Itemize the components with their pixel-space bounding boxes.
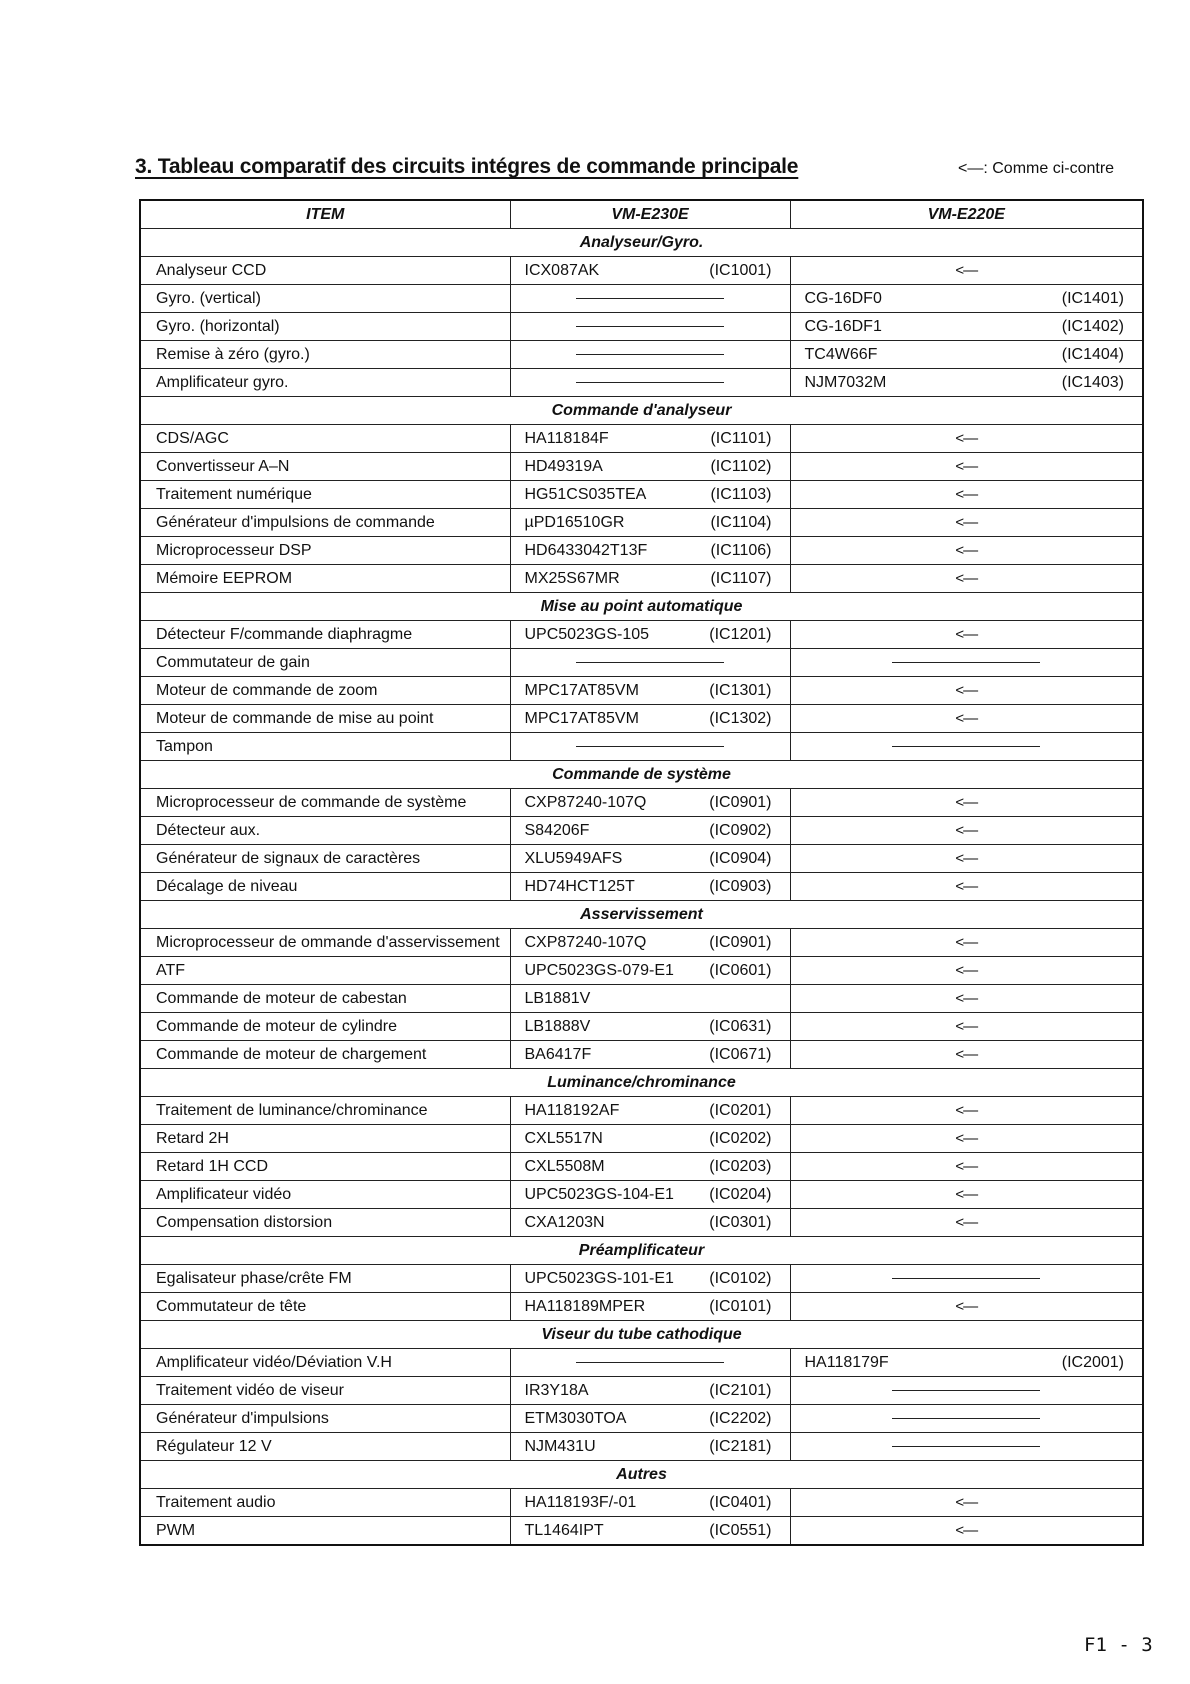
item-label: CDS/AGC <box>140 425 510 453</box>
vm-e230e-cell <box>510 257 790 285</box>
vm-e220e-cell <box>790 957 1143 985</box>
same-as-arrow: <— <box>955 1214 978 1231</box>
vm-e230e-cell <box>510 649 790 677</box>
section-title: Mise au point automatique <box>140 593 1143 621</box>
not-applicable-dash <box>892 1418 1040 1419</box>
table-row <box>140 1125 1143 1153</box>
table-row <box>140 1153 1143 1181</box>
table-row <box>140 1517 1143 1546</box>
item-label: Commutateur de tête <box>140 1293 510 1321</box>
part-number: HD49319A <box>524 458 603 475</box>
vm-e230e-cell <box>510 1293 790 1321</box>
part-number: CXP87240-107Q <box>524 934 647 951</box>
part-number: UPC5023GS-105 <box>524 626 650 643</box>
ic-reference: (IC0203) <box>709 1158 772 1175</box>
ic-reference: (IC0902) <box>709 822 772 839</box>
part-number: CXL5517N <box>524 1130 603 1147</box>
section-title: Commande d'analyseur <box>140 397 1143 425</box>
table-row <box>140 1489 1143 1517</box>
ic-reference: (IC1401) <box>1061 290 1124 307</box>
vm-e230e-cell <box>510 985 790 1013</box>
ic-reference: (IC1106) <box>710 542 772 559</box>
ic-reference: (IC1404) <box>1061 346 1124 363</box>
vm-e220e-cell <box>790 425 1143 453</box>
not-applicable-dash <box>892 746 1040 747</box>
ic-reference: (IC0904) <box>709 850 772 867</box>
vm-e230e-cell <box>510 341 790 369</box>
not-applicable-dash <box>576 1362 724 1363</box>
same-as-arrow: <— <box>955 1522 978 1539</box>
table-row <box>140 1293 1143 1321</box>
vm-e230e-cell <box>510 1181 790 1209</box>
table-row <box>140 481 1143 509</box>
vm-e220e-cell <box>790 257 1143 285</box>
not-applicable-dash <box>576 354 724 355</box>
table-row <box>140 509 1143 537</box>
ic-reference: (IC0201) <box>709 1102 772 1119</box>
vm-e220e-cell <box>790 649 1143 677</box>
not-applicable-dash <box>576 298 724 299</box>
same-as-arrow: <— <box>955 934 978 951</box>
vm-e220e-cell <box>790 621 1143 649</box>
vm-e220e-cell <box>790 285 1143 313</box>
same-as-arrow: <— <box>955 990 978 1007</box>
part-number: CG-16DF1 <box>804 318 882 335</box>
ic-reference: (IC1107) <box>710 570 772 587</box>
table-row <box>140 1013 1143 1041</box>
vm-e230e-cell <box>510 817 790 845</box>
item-label: Traitement vidéo de viseur <box>140 1377 510 1405</box>
section-header-row <box>140 761 1143 789</box>
part-number: TC4W66F <box>804 346 878 363</box>
item-label: Détecteur aux. <box>140 817 510 845</box>
table-row <box>140 1349 1143 1377</box>
item-label: Gyro. (vertical) <box>140 285 510 313</box>
part-number: HA118192AF <box>524 1102 620 1119</box>
item-label: Microprocesseur DSP <box>140 537 510 565</box>
item-label: Décalage de niveau <box>140 873 510 901</box>
item-label: Egalisateur phase/crête FM <box>140 1265 510 1293</box>
header-item: ITEM <box>140 200 510 229</box>
section-title: Luminance/chrominance <box>140 1069 1143 1097</box>
ic-reference: (IC0631) <box>709 1018 772 1035</box>
table-row <box>140 929 1143 957</box>
not-applicable-dash <box>576 662 724 663</box>
same-as-arrow: <— <box>955 1186 978 1203</box>
table-row <box>140 985 1143 1013</box>
same-as-arrow: <— <box>955 514 978 531</box>
vm-e230e-cell <box>510 873 790 901</box>
table-row <box>140 1181 1143 1209</box>
vm-e220e-cell <box>790 929 1143 957</box>
table-row <box>140 705 1143 733</box>
item-label: Gyro. (horizontal) <box>140 313 510 341</box>
same-as-arrow: <— <box>955 962 978 979</box>
ic-reference: (IC2181) <box>709 1438 772 1455</box>
vm-e220e-cell <box>790 509 1143 537</box>
table-row <box>140 733 1143 761</box>
vm-e220e-cell <box>790 1517 1143 1546</box>
table-row <box>140 845 1143 873</box>
ic-reference: (IC1102) <box>710 458 772 475</box>
item-label: Régulateur 12 V <box>140 1433 510 1461</box>
part-number: HD6433042T13F <box>524 542 648 559</box>
part-number: CXA1203N <box>524 1214 605 1231</box>
part-number: MPC17AT85VM <box>524 710 639 727</box>
same-as-arrow: <— <box>955 682 978 699</box>
same-as-arrow: <— <box>955 1494 978 1511</box>
vm-e220e-cell <box>790 845 1143 873</box>
table-row <box>140 649 1143 677</box>
vm-e230e-cell <box>510 1489 790 1517</box>
same-as-arrow: <— <box>955 430 978 447</box>
part-number: NJM7032M <box>804 374 887 391</box>
section-header-row <box>140 229 1143 257</box>
ic-reference: (IC2001) <box>1061 1354 1124 1371</box>
vm-e230e-cell <box>510 1517 790 1546</box>
ic-reference: (IC0202) <box>709 1130 772 1147</box>
vm-e220e-cell <box>790 453 1143 481</box>
vm-e220e-cell <box>790 565 1143 593</box>
item-label: Amplificateur vidéo/Déviation V.H <box>140 1349 510 1377</box>
ic-reference: (IC0901) <box>709 794 772 811</box>
part-number: S84206F <box>524 822 590 839</box>
vm-e230e-cell <box>510 621 790 649</box>
table-row <box>140 537 1143 565</box>
table-row <box>140 1097 1143 1125</box>
item-label: Traitement audio <box>140 1489 510 1517</box>
section-title: Asservissement <box>140 901 1143 929</box>
same-as-arrow: <— <box>955 458 978 475</box>
same-as-arrow: <— <box>955 1102 978 1119</box>
table-row <box>140 1209 1143 1237</box>
item-label: Analyseur CCD <box>140 257 510 285</box>
header-vm-e220e: VM-E220E <box>790 200 1143 229</box>
part-number: BA6417F <box>524 1046 592 1063</box>
same-as-arrow: <— <box>955 850 978 867</box>
vm-e220e-cell <box>790 1209 1143 1237</box>
vm-e230e-cell <box>510 1349 790 1377</box>
vm-e220e-cell <box>790 1153 1143 1181</box>
vm-e220e-cell <box>790 1181 1143 1209</box>
section-header-row <box>140 1461 1143 1489</box>
vm-e230e-cell <box>510 481 790 509</box>
page-number: F1 - 3 <box>1084 1634 1153 1656</box>
part-number: LB1888V <box>524 1018 591 1035</box>
ic-reference: (IC0101) <box>709 1298 772 1315</box>
vm-e230e-cell <box>510 1265 790 1293</box>
table-row <box>140 341 1143 369</box>
ic-reference: (IC1101) <box>710 430 772 447</box>
section-title: Préamplificateur <box>140 1237 1143 1265</box>
vm-e230e-cell <box>510 537 790 565</box>
part-number: CXL5508M <box>524 1158 605 1175</box>
vm-e220e-cell <box>790 677 1143 705</box>
item-label: PWM <box>140 1517 510 1546</box>
vm-e220e-cell <box>790 1349 1143 1377</box>
part-number: HA118193F/-01 <box>524 1494 637 1511</box>
part-number: CG-16DF0 <box>804 290 882 307</box>
item-label: Commutateur de gain <box>140 649 510 677</box>
part-number: HA118179F <box>804 1354 889 1371</box>
item-label: Mémoire EEPROM <box>140 565 510 593</box>
same-as-arrow: <— <box>955 1018 978 1035</box>
part-number: UPC5023GS-079-E1 <box>524 962 674 979</box>
vm-e230e-cell <box>510 1209 790 1237</box>
same-as-arrow: <— <box>955 626 978 643</box>
section-header-row <box>140 1237 1143 1265</box>
vm-e230e-cell <box>510 733 790 761</box>
vm-e220e-cell <box>790 537 1143 565</box>
vm-e220e-cell <box>790 1125 1143 1153</box>
section-title: Analyseur/Gyro. <box>140 229 1143 257</box>
item-label: Retard 2H <box>140 1125 510 1153</box>
vm-e220e-cell <box>790 1489 1143 1517</box>
vm-e230e-cell <box>510 1405 790 1433</box>
not-applicable-dash <box>892 662 1040 663</box>
table-row <box>140 957 1143 985</box>
part-number: MX25S67MR <box>524 570 620 587</box>
part-number: IR3Y18A <box>524 1382 589 1399</box>
part-number: XLU5949AFS <box>524 850 623 867</box>
not-applicable-dash <box>892 1278 1040 1279</box>
item-label: Compensation distorsion <box>140 1209 510 1237</box>
item-label: Tampon <box>140 733 510 761</box>
table-row <box>140 369 1143 397</box>
part-number: LB1881V <box>524 990 591 1007</box>
section-title: Viseur du tube cathodique <box>140 1321 1143 1349</box>
ic-reference: (IC2202) <box>709 1410 772 1427</box>
header-vm-e230e: VM-E230E <box>510 200 790 229</box>
ic-reference: (IC0601) <box>709 962 772 979</box>
vm-e230e-cell <box>510 453 790 481</box>
not-applicable-dash <box>576 382 724 383</box>
vm-e230e-cell <box>510 957 790 985</box>
section-title: Commande de système <box>140 761 1143 789</box>
vm-e220e-cell <box>790 1041 1143 1069</box>
part-number: TL1464IPT <box>524 1522 604 1539</box>
part-number: NJM431U <box>524 1438 596 1455</box>
ic-reference: (IC1001) <box>709 262 772 279</box>
not-applicable-dash <box>576 746 724 747</box>
part-number: MPC17AT85VM <box>524 682 639 699</box>
vm-e230e-cell <box>510 285 790 313</box>
item-label: Microprocesseur de commande de système <box>140 789 510 817</box>
item-label: Traitement de luminance/chrominance <box>140 1097 510 1125</box>
ic-reference: (IC1103) <box>710 486 772 503</box>
ic-reference: (IC0102) <box>709 1270 772 1287</box>
not-applicable-dash <box>892 1390 1040 1391</box>
section-header-row <box>140 1069 1143 1097</box>
part-number: µPD16510GR <box>524 514 625 531</box>
same-as-arrow: <— <box>955 1298 978 1315</box>
vm-e220e-cell <box>790 1097 1143 1125</box>
vm-e220e-cell <box>790 1265 1143 1293</box>
table-row <box>140 313 1143 341</box>
vm-e220e-cell <box>790 1293 1143 1321</box>
item-label: Amplificateur vidéo <box>140 1181 510 1209</box>
section-header-row <box>140 1321 1143 1349</box>
ic-reference: (IC0901) <box>709 934 772 951</box>
ic-reference: (IC1402) <box>1061 318 1124 335</box>
vm-e230e-cell <box>510 1041 790 1069</box>
vm-e220e-cell <box>790 985 1143 1013</box>
section-header-row <box>140 397 1143 425</box>
table-row <box>140 1377 1143 1405</box>
vm-e220e-cell <box>790 369 1143 397</box>
part-number: ETM3030TOA <box>524 1410 627 1427</box>
same-as-arrow: <— <box>955 878 978 895</box>
vm-e220e-cell <box>790 733 1143 761</box>
same-as-arrow: <— <box>955 1130 978 1147</box>
vm-e230e-cell <box>510 425 790 453</box>
ic-reference: (IC0671) <box>709 1046 772 1063</box>
item-label: Commande de moteur de chargement <box>140 1041 510 1069</box>
ic-reference: (IC2101) <box>709 1382 772 1399</box>
section-title: Autres <box>140 1461 1143 1489</box>
table-row <box>140 873 1143 901</box>
not-applicable-dash <box>892 1446 1040 1447</box>
table-row <box>140 425 1143 453</box>
table-row <box>140 621 1143 649</box>
ic-reference: (IC0903) <box>709 878 772 895</box>
item-label: Générateur de signaux de caractères <box>140 845 510 873</box>
vm-e220e-cell <box>790 1433 1143 1461</box>
vm-e220e-cell <box>790 1013 1143 1041</box>
vm-e220e-cell <box>790 705 1143 733</box>
vm-e230e-cell <box>510 789 790 817</box>
page-title: 3. Tableau comparatif des circuits intégres de commande principale <box>135 155 799 178</box>
vm-e230e-cell <box>510 369 790 397</box>
item-label: Retard 1H CCD <box>140 1153 510 1181</box>
vm-e220e-cell <box>790 341 1143 369</box>
same-as-arrow: <— <box>955 262 978 279</box>
same-as-arrow: <— <box>955 1158 978 1175</box>
item-label: Commande de moteur de cylindre <box>140 1013 510 1041</box>
vm-e220e-cell <box>790 313 1143 341</box>
ic-reference: (IC1201) <box>709 626 772 643</box>
item-label: Commande de moteur de cabestan <box>140 985 510 1013</box>
same-as-arrow: <— <box>955 1046 978 1063</box>
item-label: Moteur de commande de mise au point <box>140 705 510 733</box>
item-label: Remise à zéro (gyro.) <box>140 341 510 369</box>
vm-e230e-cell <box>510 929 790 957</box>
table-row <box>140 1433 1143 1461</box>
ic-comparison-table <box>139 199 1144 1546</box>
table-row <box>140 1041 1143 1069</box>
item-label: Générateur d'impulsions <box>140 1405 510 1433</box>
item-label: Convertisseur A–N <box>140 453 510 481</box>
item-label: Moteur de commande de zoom <box>140 677 510 705</box>
ic-reference: (IC1301) <box>709 682 772 699</box>
vm-e230e-cell <box>510 845 790 873</box>
table-row <box>140 285 1143 313</box>
table-header-row <box>140 200 1143 229</box>
ic-reference: (IC0401) <box>709 1494 772 1511</box>
vm-e220e-cell <box>790 481 1143 509</box>
vm-e230e-cell <box>510 565 790 593</box>
same-as-arrow: <— <box>955 570 978 587</box>
vm-e220e-cell <box>790 873 1143 901</box>
ic-reference: (IC1403) <box>1061 374 1124 391</box>
vm-e230e-cell <box>510 1125 790 1153</box>
item-label: Générateur d'impulsions de commande <box>140 509 510 537</box>
item-label: ATF <box>140 957 510 985</box>
same-as-arrow: <— <box>955 710 978 727</box>
vm-e230e-cell <box>510 1433 790 1461</box>
same-as-arrow: <— <box>955 822 978 839</box>
section-header-row <box>140 593 1143 621</box>
part-number: HG51CS035TEA <box>524 486 647 503</box>
vm-e220e-cell <box>790 817 1143 845</box>
vm-e220e-cell <box>790 789 1143 817</box>
not-applicable-dash <box>576 326 724 327</box>
item-label: Amplificateur gyro. <box>140 369 510 397</box>
table-row <box>140 257 1143 285</box>
ic-reference: (IC1104) <box>710 514 772 531</box>
vm-e230e-cell <box>510 705 790 733</box>
part-number: UPC5023GS-101-E1 <box>524 1270 674 1287</box>
part-number: CXP87240-107Q <box>524 794 647 811</box>
part-number: HD74HCT125T <box>524 878 635 895</box>
table-row <box>140 565 1143 593</box>
part-number: HA118189MPER <box>524 1298 646 1315</box>
vm-e230e-cell <box>510 677 790 705</box>
section-header-row <box>140 901 1143 929</box>
vm-e230e-cell <box>510 313 790 341</box>
vm-e230e-cell <box>510 1153 790 1181</box>
table-row <box>140 1405 1143 1433</box>
ic-reference: (IC0204) <box>709 1186 772 1203</box>
table-row <box>140 817 1143 845</box>
vm-e230e-cell <box>510 509 790 537</box>
part-number: UPC5023GS-104-E1 <box>524 1186 674 1203</box>
same-as-arrow: <— <box>955 794 978 811</box>
same-as-arrow: <— <box>955 542 978 559</box>
table-row <box>140 789 1143 817</box>
vm-e230e-cell <box>510 1013 790 1041</box>
ic-reference: (IC0301) <box>709 1214 772 1231</box>
same-as-arrow: <— <box>955 486 978 503</box>
vm-e220e-cell <box>790 1405 1143 1433</box>
vm-e220e-cell <box>790 1377 1143 1405</box>
item-label: Microprocesseur de ommande d'asservissement <box>140 929 510 957</box>
item-label: Traitement numérique <box>140 481 510 509</box>
vm-e230e-cell <box>510 1097 790 1125</box>
part-number: ICX087AK <box>524 262 600 279</box>
ic-reference: (IC1302) <box>709 710 772 727</box>
legend-note: <—: Comme ci-contre <box>958 160 1115 177</box>
table-row <box>140 677 1143 705</box>
part-number: HA118184F <box>524 430 609 447</box>
vm-e230e-cell <box>510 1377 790 1405</box>
table-row <box>140 453 1143 481</box>
item-label: Détecteur F/commande diaphragme <box>140 621 510 649</box>
table-row <box>140 1265 1143 1293</box>
ic-reference: (IC0551) <box>709 1522 772 1539</box>
